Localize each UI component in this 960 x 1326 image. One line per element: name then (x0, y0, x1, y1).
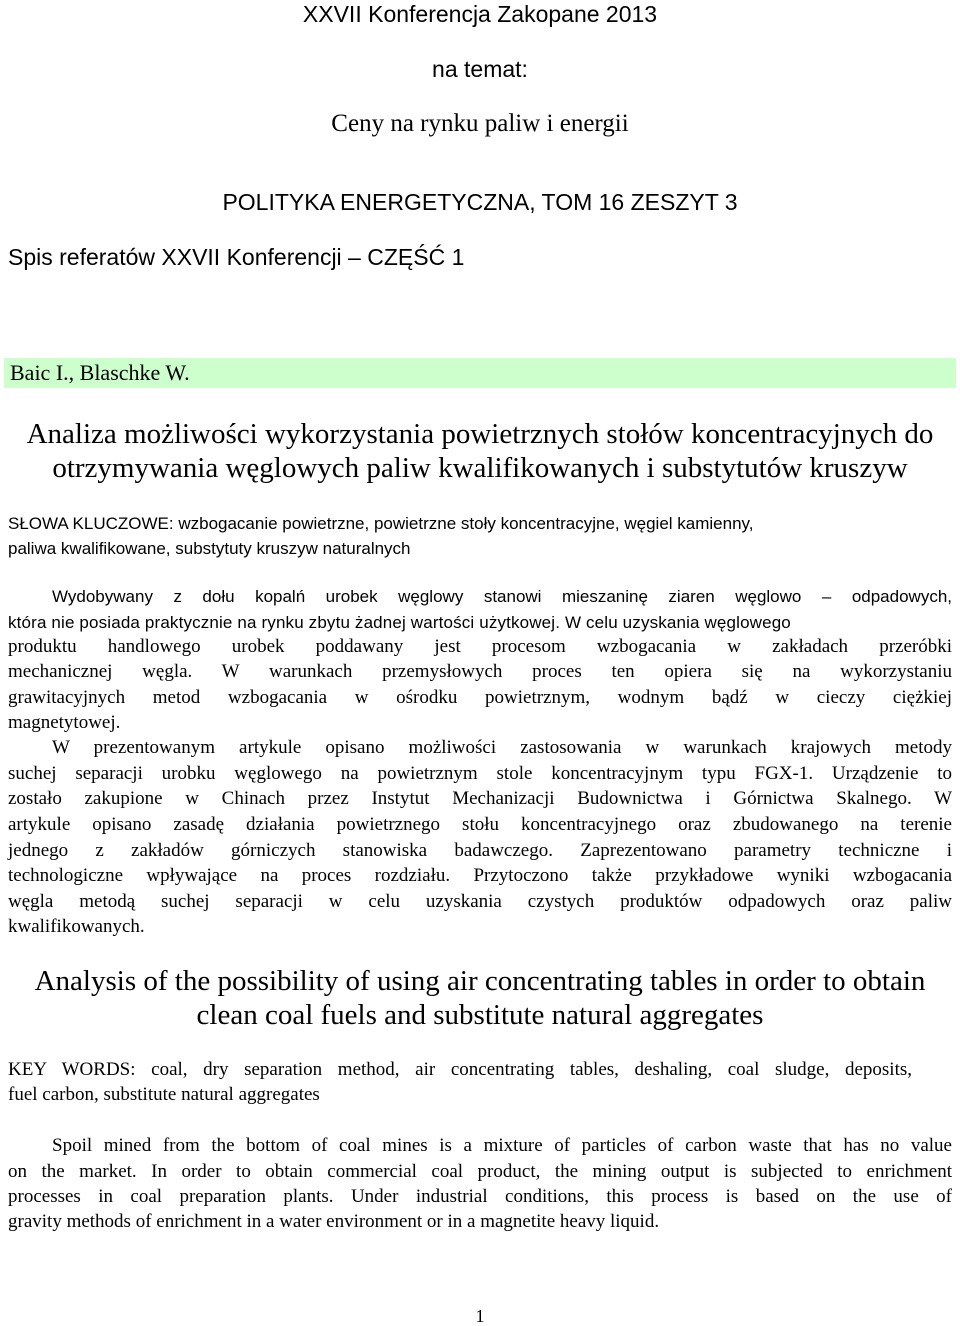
english-abstract-line: gravity methods of enrichment in a water environment or in a magnetite heavy liquid. (8, 1211, 660, 1232)
polish-abstract-line: grawitacyjnych metod wzbogacania w ośrodku powietrznym, wodnym bądź w cieczy ciężkiej (8, 687, 952, 708)
english-abstract-line: Spoil mined from the bottom of coal mines is a mixture of particles of carbon waste that has no value (52, 1135, 952, 1156)
conference-topic: Ceny na rynku paliw i energii (331, 110, 629, 137)
english-title-line: Analysis of the possibility of using air concentrating tables in order to obtain (34, 965, 926, 997)
english-title-line: clean coal fuels and substitute natural aggregates (196, 999, 764, 1031)
english-abstract-line: processes in coal preparation plants. Under industrial conditions, this process is based on the use of (8, 1186, 952, 1207)
polish-abstract-line: zostało zakupione w Chinach przez Instytut Mechanizacji Budownictwa i Górnictwa Skalnego. W (8, 788, 952, 809)
polish-abstract-line: jednego z zakładów górniczych stanowiska badawczego. Zaprezentowano parametry techniczne i (8, 840, 952, 861)
page-number: 1 (475, 1306, 485, 1326)
english-keywords-line: fuel carbon, substitute natural aggregates (8, 1084, 320, 1105)
authors: Baic I., Blaschke W. (10, 360, 190, 385)
polish-abstract-line: kwalifikowanych. (8, 916, 145, 937)
polish-abstract-line: produktu handlowego urobek poddawany jest procesom wzbogacania w zakładach przeróbki (8, 636, 952, 657)
polish-abstract-line: W prezentowanym artykule opisano możliwości zastosowania w warunkach krajowych metody (52, 737, 952, 758)
polish-abstract-line: technologiczne wpływające na proces rozdziału. Przytoczono także przykładowe wyniki wzbogacania (8, 865, 952, 886)
polish-abstract-line: suchej separacji urobku węglowego na powietrznym stole koncentracyjnym typu FGX-1. Urządzenie to (8, 763, 952, 784)
conference-title: XXVII Konferencja Zakopane 2013 (302, 1, 658, 27)
polish-keywords-line: paliwa kwalifikowane, substytuty kruszyw naturalnych (8, 539, 411, 558)
polish-abstract-line: Wydobywany z dołu kopalń urobek węglowy stanowi mieszaninę ziaren węglowo – odpadowych, (52, 587, 952, 606)
polish-abstract-line: która nie posiada praktycznie na rynku zbytu żadnej wartości użytkowej. W celu uzyskania węglowego (8, 613, 791, 632)
english-abstract-line: on the market. In order to obtain commercial coal product, the mining output is subjected to enrichment (8, 1161, 952, 1182)
journal-title: POLITYKA ENERGETYCZNA, TOM 16 ZESZYT 3 (222, 189, 738, 215)
polish-title-line: otrzymywania węglowych paliw kwalifikowanych i substytutów kruszyw (52, 452, 908, 484)
polish-abstract-line: mechanicznej węgla. W warunkach przemysłowych proces ten opiera się na wykorzystaniu (8, 661, 952, 682)
polish-keywords-line: SŁOWA KLUCZOWE: wzbogacanie powietrzne, powietrzne stoły koncentracyjne, węgiel kamienny, (8, 514, 754, 533)
polish-abstract-line: węgla metodą suchej separacji w celu uzyskania czystych produktów odpadowych oraz paliw (8, 891, 952, 912)
polish-abstract-line: magnetytowej. (8, 712, 121, 733)
na-temat-label: na temat: (432, 56, 528, 82)
polish-abstract-line: artykule opisano zasadę działania powietrznego stołu koncentracyjnego oraz zbudowanego na terenie (8, 814, 952, 835)
english-keywords-line: KEY WORDS: coal, dry separation method, air concentrating tables, deshaling, coal sludge, deposits, (8, 1059, 912, 1080)
contents-heading: Spis referatów XXVII Konferencji – CZĘŚĆ 1 (8, 244, 465, 270)
authors-bar (4, 358, 956, 388)
polish-title-line: Analiza możliwości wykorzystania powietrznych stołów koncentracyjnych do (26, 418, 934, 450)
